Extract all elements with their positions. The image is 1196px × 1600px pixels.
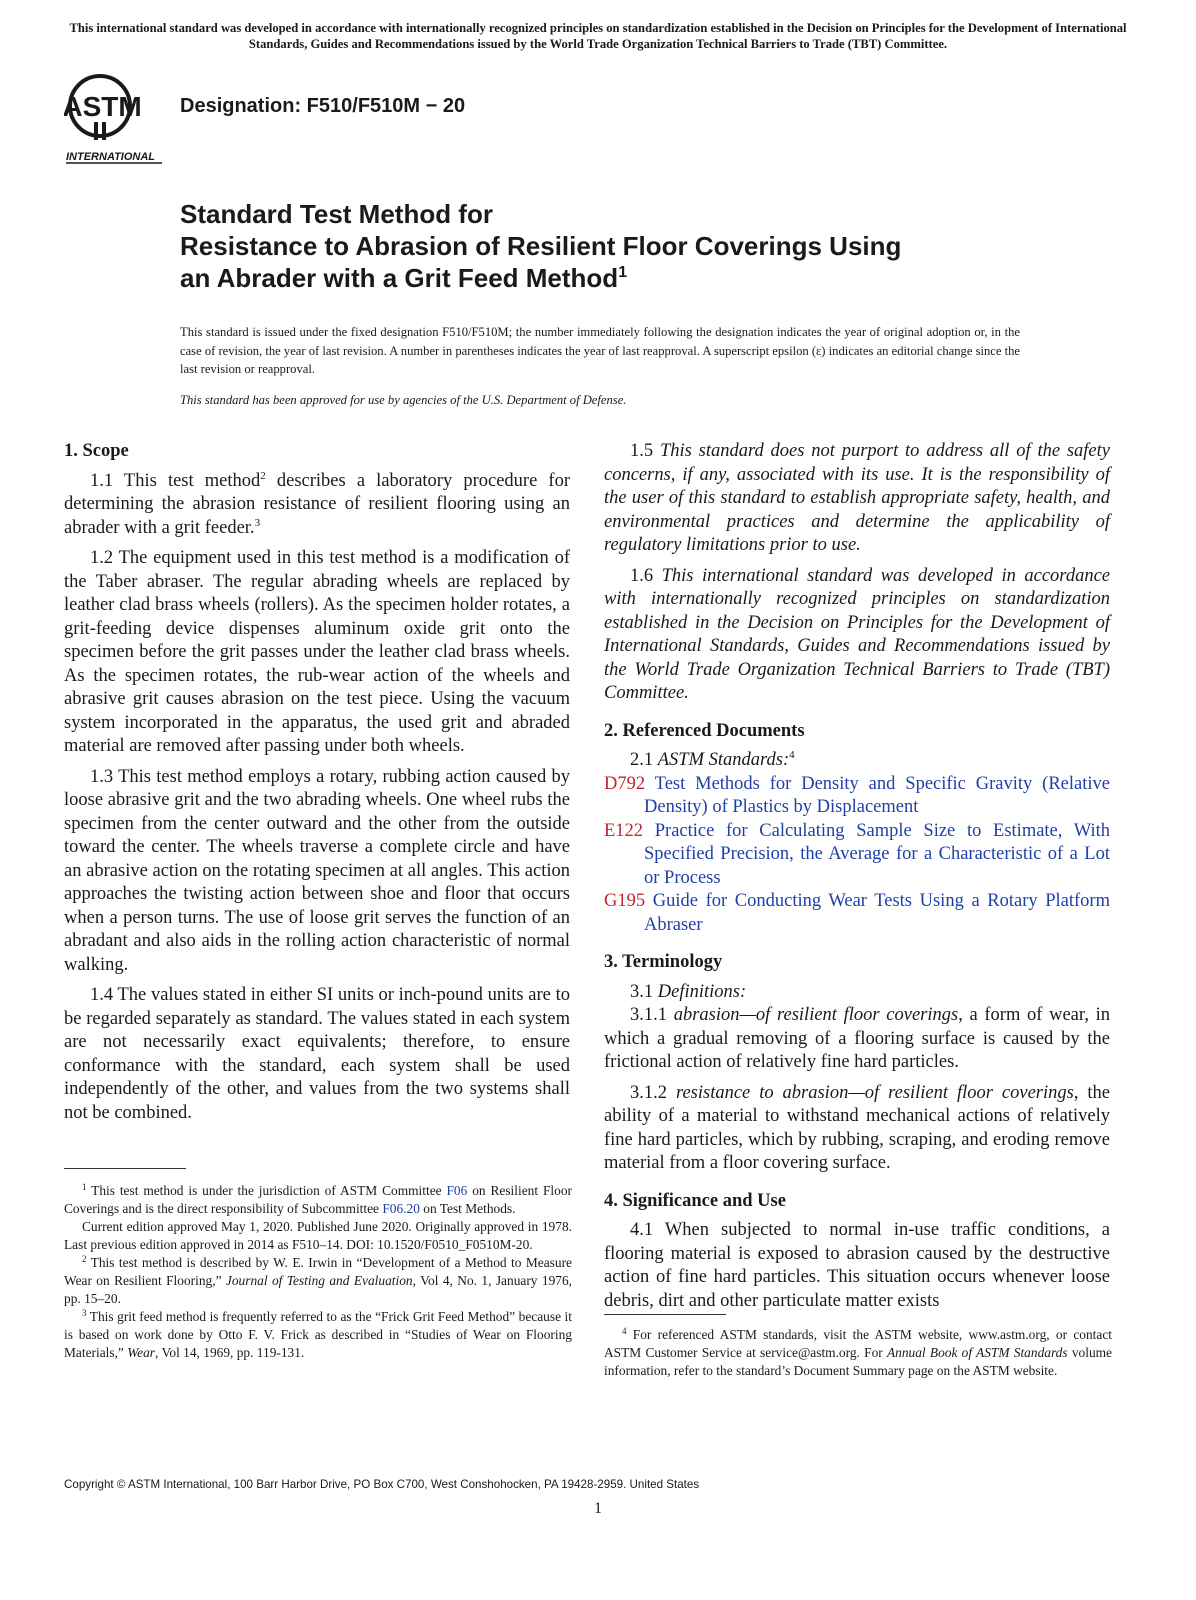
fn3-text-a: This grit feed method is frequently referred to as the “Frick Grit Feed Method” because it is based on work done by Otto F. V. Frick as described in “Studies of Wear on Flooring Materials,” xyxy=(64,1309,572,1360)
fn4-text-b: volume information, refer to the standard’s Document Summary page on the ASTM website. xyxy=(604,1345,1112,1378)
wto-notice: This international standard was developed in accordance with internationally recognized principles on standardization established in the Decision on Principles for the Development of International Standards, Guides and Recommendations issued by the World Trade Organization Technical Barriers to Trade (TBT) Committee. xyxy=(69,21,1127,51)
p31-number: 3.1 xyxy=(630,981,658,1002)
footnote-ref-4: 4 xyxy=(789,749,795,761)
paragraph-1-2: 1.2 The equipment used in this test method is a modification of the Taber abraser. The regular abrading wheels are replaced by leather clad brass wheels (rollers). As the specimen holder rotates, a grit-feeding device dispenses aluminum oxide grit onto the specimen before the grit passes under the leather clad brass wheels. As the specimen rotates, the rub-wear action of the wheels and abrasive grit causes abrasion on the test piece. Using the vacuum system incorporated in the apparatus, the used grit and abraded material are removed after passing under both wheels. xyxy=(64,548,570,756)
fn4-annual-book: Annual Book of ASTM Standards xyxy=(886,1345,1068,1360)
fn1-text-b: on Resilient Floor Coverings and is the direct responsibility of Subcommittee xyxy=(64,1183,572,1216)
paragraph-2-1 xyxy=(604,749,1110,773)
document-title xyxy=(180,198,1080,294)
title-line-3 xyxy=(180,262,1080,294)
p21-text: ASTM Standards: xyxy=(657,750,790,770)
p15-number: 1.5 xyxy=(630,441,660,461)
fn1-marker: 1 xyxy=(82,1182,87,1192)
astm-logo-icon xyxy=(64,70,168,166)
p16-number: 1.6 xyxy=(630,565,662,586)
p16-text: This international standard was developed in accordance with internationally recognized principles on standardization established in the Decision on Principles for the Development of International Standards, Guides and Recommendations issued by the World Trade Organization Technical Barriers to Trade (TBT) Committee. xyxy=(604,565,1110,703)
logo-subtext: INTERNATIONAL xyxy=(66,151,156,163)
ref-code-g195[interactable]: G195 xyxy=(604,891,646,911)
page-number: 1 xyxy=(594,1500,602,1517)
right-column xyxy=(604,440,1110,1320)
footnote-2 xyxy=(64,1254,572,1308)
dod-approval-note: This standard has been approved for use by agencies of the U.S. Department of Defense. xyxy=(180,393,627,407)
footnote-3 xyxy=(64,1308,572,1362)
title-footnote-marker: 1 xyxy=(618,264,628,281)
fn3-journal: Wear xyxy=(127,1345,155,1360)
footnote-ref-2: 2 xyxy=(260,469,266,482)
paragraph-4-1: 4.1 When subjected to normal in-use traffic conditions, a flooring material is exposed to abrasion caused by the destructive action of fine hard particles. This situation occurs whenever loose debris, dirt and other particulate matter exists xyxy=(604,1220,1110,1311)
term-abrasion: abrasion—of resilient floor coverings xyxy=(673,1005,959,1025)
paragraph-1-1 xyxy=(64,470,570,541)
subcommittee-f0620-link[interactable]: F06.20 xyxy=(382,1201,420,1216)
p312-number: 3.1.2 xyxy=(630,1082,676,1103)
paragraph-1-5 xyxy=(604,440,1110,558)
reference-d792[interactable] xyxy=(604,773,1110,820)
footnote-1-edition: Current edition approved May 1, 2020. Published June 2020. Originally approved in 1978. Last previous edition approved in 2014 as F510–14. DOI: 10.1520/F0510_F0510M-20. xyxy=(64,1219,572,1252)
fn3-text-b: , Vol 14, 1969, pp. 119-131. xyxy=(155,1345,305,1360)
fn2-text-a: This test method is described by W. E. Irwin in “Development of a Method to Measure Wear on Resilient Flooring,” xyxy=(64,1255,572,1288)
ref-title-d792[interactable]: Test Methods for Density and Specific Gravity (Relative Density) of Plastics by Displacement xyxy=(644,773,1110,817)
fn4-marker: 4 xyxy=(622,1326,627,1336)
footnotes-left xyxy=(64,1182,572,1362)
paragraph-1-3: 1.3 This test method employs a rotary, rubbing action caused by loose abrasive grit and the two abrading wheels. One wheel rubs the specimen from the center outward and the other from the outside toward the center. The wheels traverse a complete circle and have an abrasive action on the rotating specimen at all angles. This action approaches the twisting action between shoe and floor that occurs when a person turns. The use of loose grit serves the function of an abradant and also aids in the rolling action characteristic of normal walking. xyxy=(64,766,570,975)
copyright-notice: Copyright © ASTM International, 100 Barr Harbor Drive, PO Box C700, West Conshohocken, PA 19428-2959. United States xyxy=(64,1478,700,1491)
fn4-text-a: For referenced ASTM standards, visit the ASTM website, www.astm.org, or contact ASTM Customer Service at service@astm.org. For xyxy=(604,1327,1112,1360)
section-3-heading: 3. Terminology xyxy=(604,952,723,972)
paragraph-1-4: 1.4 The values stated in either SI units or inch-pound units are to be regarded separately as standard. The values stated in each system are not necessarily exact equivalents; therefore, to ensure conformance with the standard, each system shall be used independently of the other, and values from the two systems shall not be combined. xyxy=(64,985,570,1123)
designation: Designation: F510/F510M − 20 xyxy=(180,95,466,117)
fn1-text-c: on Test Methods. xyxy=(419,1201,516,1216)
title-line-1: Standard Test Method for xyxy=(180,199,493,229)
footnote-ref-3: 3 xyxy=(254,516,261,529)
term-resistance-to-abrasion: resistance to abrasion—of resilient floor coverings xyxy=(675,1082,1074,1103)
fn2-text-b: , Vol 4, No. 1, January 1976, pp. 15–20. xyxy=(64,1273,573,1306)
logo-letters: ASTM xyxy=(64,91,142,122)
reference-e122[interactable] xyxy=(604,820,1110,891)
paragraph-1-6 xyxy=(604,565,1110,706)
fn1-text-a: This test method is under the jurisdiction of ASTM Committee xyxy=(86,1183,447,1198)
title-line-3-text: an Abrader with a Grit Feed Method xyxy=(180,263,619,293)
fn2-journal: Journal of Testing and Evaluation xyxy=(225,1273,413,1288)
p11-text-b: describes a laboratory procedure for determining the abrasion resistance of resilient flooring using an abrader with a grit feeder. xyxy=(64,470,570,538)
footnote-rule-right xyxy=(604,1314,726,1315)
footnote-rule-left xyxy=(64,1168,186,1169)
p311-number: 3.1.1 xyxy=(630,1005,674,1025)
ref-title-g195[interactable]: Guide for Conducting Wear Tests Using a Rotary Platform Abraser xyxy=(644,891,1110,935)
p311-text: , a form of wear, in which a gradual removing of a flooring surface is caused by the frictional action of relatively fine hard particles. xyxy=(604,1005,1111,1072)
paragraph-3-1 xyxy=(604,981,1110,1005)
footnote-1 xyxy=(64,1182,572,1218)
section-1-heading: 1. Scope xyxy=(64,441,129,461)
ref-title-e122[interactable]: Practice for Calculating Sample Size to Estimate, With Specified Precision, the Average for a Characteristic of a Lot or Process xyxy=(643,820,1110,888)
ref-code-d792[interactable]: D792 xyxy=(604,773,646,794)
fn2-marker: 2 xyxy=(82,1254,87,1264)
p15-text: This standard does not purport to address all of the safety concerns, if any, associated with its use. It is the responsibility of the user of this standard to establish appropriate safety, health, and environmental practices and determine the applicability of regulatory limitations prior to use. xyxy=(604,441,1110,555)
p312-text: , the ability of a material to withstand mechanical actions of relatively fine hard particles, which by rubbing, scraping, and eroding remove material from a floor covering surface. xyxy=(604,1082,1110,1173)
astm-logo xyxy=(64,70,168,166)
title-line-2: Resistance to Abrasion of Resilient Floor Coverings Using xyxy=(180,231,902,261)
ref-code-e122[interactable]: E122 xyxy=(604,820,644,841)
footnotes-right xyxy=(604,1326,1112,1380)
paragraph-3-1-1 xyxy=(604,1004,1110,1075)
footnote-4 xyxy=(604,1326,1112,1380)
reference-g195[interactable] xyxy=(604,890,1110,937)
fn3-marker: 3 xyxy=(82,1308,87,1318)
paragraph-3-1-2 xyxy=(604,1082,1110,1176)
p21-number: 2.1 xyxy=(630,750,658,770)
p11-text-a: 1.1 This test method xyxy=(90,470,261,491)
p31-text: Definitions: xyxy=(657,981,747,1002)
preamble: This standard is issued under the fixed designation F510/F510M; the number immediately following the designation indicates the year of original adoption or, in the case of revision, the year of last revision. A number in parentheses indicates the year of last reapproval. A superscript epsilon (ε) indicates an editorial change since the last revision or reapproval. xyxy=(180,325,1020,376)
committee-f06-link[interactable]: F06 xyxy=(446,1183,468,1198)
section-2-heading: 2. Referenced Documents xyxy=(604,720,805,741)
left-column xyxy=(64,440,570,1132)
section-4-heading: 4. Significance and Use xyxy=(604,1190,786,1211)
